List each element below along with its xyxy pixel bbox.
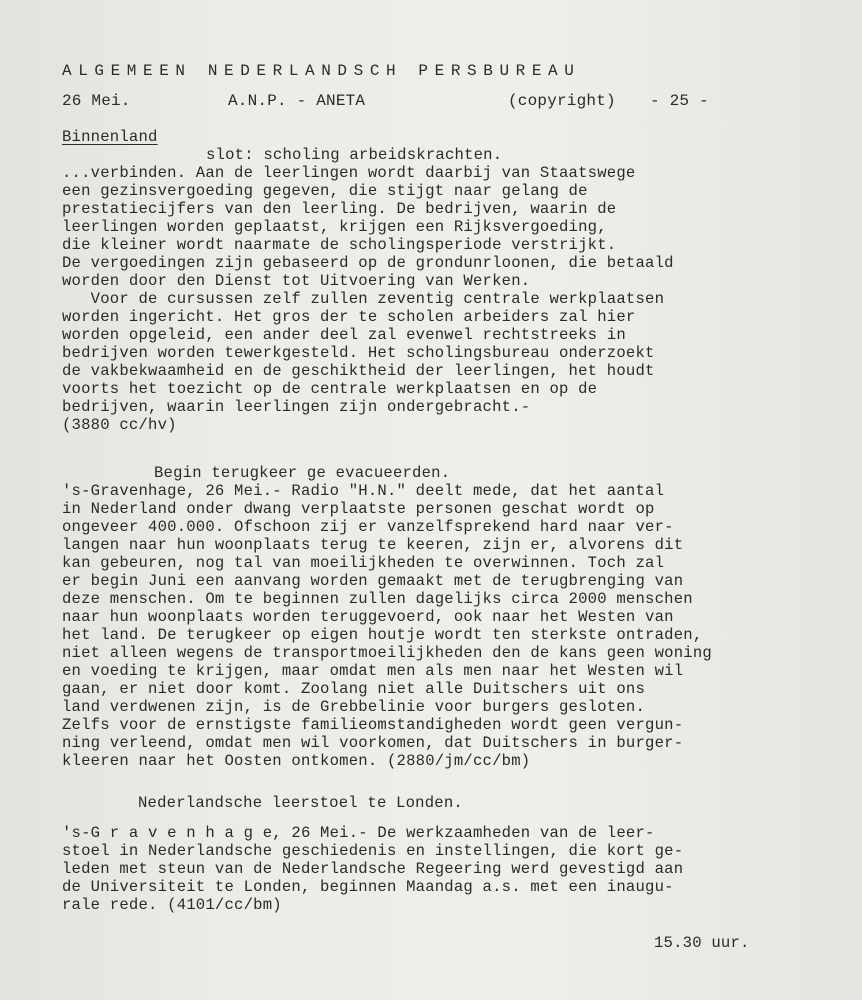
article-line: worden opgeleid, een ander deel zal evenwel rechtstreeks in (62, 326, 626, 344)
article-line: leerlingen worden geplaatst, krijgen een Rijksvergoeding, (62, 218, 607, 236)
article-line: prestatiecijfers van den leerling. De bedrijven, waarin de (62, 200, 617, 218)
article-line: voorts het toezicht op de centrale werkplaatsen en op de (62, 380, 598, 398)
article-line: kleeren naar het Oosten ontkomen. (2880/jm/cc/bm) (62, 752, 531, 770)
article-line: deze menschen. Om te beginnen zullen dagelijks circa 2000 menschen (62, 590, 693, 608)
article-line: worden ingericht. Het gros der te scholen arbeiders zal hier (62, 308, 636, 326)
article-line: ongeveer 400.000. Ofschoon zij er vanzelfsprekend hard naar ver- (62, 518, 674, 536)
article-title: Nederlandsche leerstoel te Londen. (138, 794, 463, 812)
header-page-number: - 25 - (650, 92, 709, 110)
agency-header: ALGEMEEN NEDERLANDSCH PERSBUREAU (62, 62, 581, 80)
article-line: Zelfs voor de ernstigste familieomstandigheden wordt geen vergun- (62, 716, 684, 734)
header-source: A.N.P. - ANETA (228, 92, 366, 110)
footer-time: 15.30 uur. (654, 934, 750, 952)
article-line: de Universiteit te Londen, beginnen Maandag a.s. met een inaugu- (62, 878, 674, 896)
article-line: rale rede. (4101/cc/bm) (62, 896, 282, 914)
article-line: ning verleend, omdat men wil voorkomen, dat Duitschers in burger- (62, 734, 684, 752)
article-line: 's-G r a v e n h a g e, 26 Mei.- De werkzaamheden van de leer- (62, 824, 655, 842)
article-line: bedrijven worden tewerkgesteld. Het scholingsbureau onderzoekt (62, 344, 655, 362)
article-title: Begin terugkeer ge evacueerden. (154, 464, 451, 482)
article-line: bedrijven, waarin leerlingen zijn ondergebracht.- (62, 398, 531, 416)
article-line: niet alleen wegens de transportmoeilijkheden den de kans geen woning (62, 644, 712, 662)
article-line: in Nederland onder dwang verplaatste personen geschat wordt op (62, 500, 655, 518)
article-line: worden door den Dienst tot Uitvoering van Werken. (62, 272, 531, 290)
article-line: het land. De terugkeer op eigen houtje wordt ten sterkste ontraden, (62, 626, 703, 644)
header-date: 26 Mei. (62, 92, 131, 110)
article-line: gaan, er niet door komt. Zoolang niet alle Duitschers uit ons (62, 680, 646, 698)
article-line: langen naar hun woonplaats terug te keeren, zijn er, alvorens dit (62, 536, 684, 554)
article-code: (3880 cc/hv) (62, 416, 177, 434)
article-line: er begin Juni een aanvang worden gemaakt met de terugbrenging van (62, 572, 684, 590)
article-line: Voor de cursussen zelf zullen zeventig centrale werkplaatsen (62, 290, 665, 308)
article-title: slot: scholing arbeidskrachten. (206, 146, 503, 164)
article-line: 's-Gravenhage, 26 Mei.- Radio "H.N." deelt mede, dat het aantal (62, 482, 665, 500)
header-copyright: (copyright) (508, 92, 616, 110)
section-heading: Binnenland (62, 128, 158, 146)
article-line: en voeding te krijgen, maar omdat men als men naar het Westen wil (62, 662, 684, 680)
article-line: een gezinsvergoeding gegeven, die stijgt naar gelang de (62, 182, 588, 200)
article-line: ...verbinden. Aan de leerlingen wordt daarbij van Staatswege (62, 164, 636, 182)
article-line: kan gebeuren, nog tal van moeilijkheden te overwinnen. Toch zal (62, 554, 665, 572)
article-line: die kleiner wordt naarmate de scholingsperiode verstrijkt. (62, 236, 617, 254)
article-line: leden met steun van de Nederlandsche Regeering werd gevestigd aan (62, 860, 684, 878)
article-line: land verdwenen zijn, is de Grebbelinie voor burgers gesloten. (62, 698, 646, 716)
article-line: stoel in Nederlandsche geschiedenis en instellingen, die kort ge- (62, 842, 684, 860)
article-line: de vakbekwaamheid en de geschiktheid der leerlingen, het houdt (62, 362, 655, 380)
article-line: naar hun woonplaats worden teruggevoerd, ook naar het Westen van (62, 608, 674, 626)
article-line: De vergoedingen zijn gebaseerd op de grondunrloonen, die betaald (62, 254, 674, 272)
